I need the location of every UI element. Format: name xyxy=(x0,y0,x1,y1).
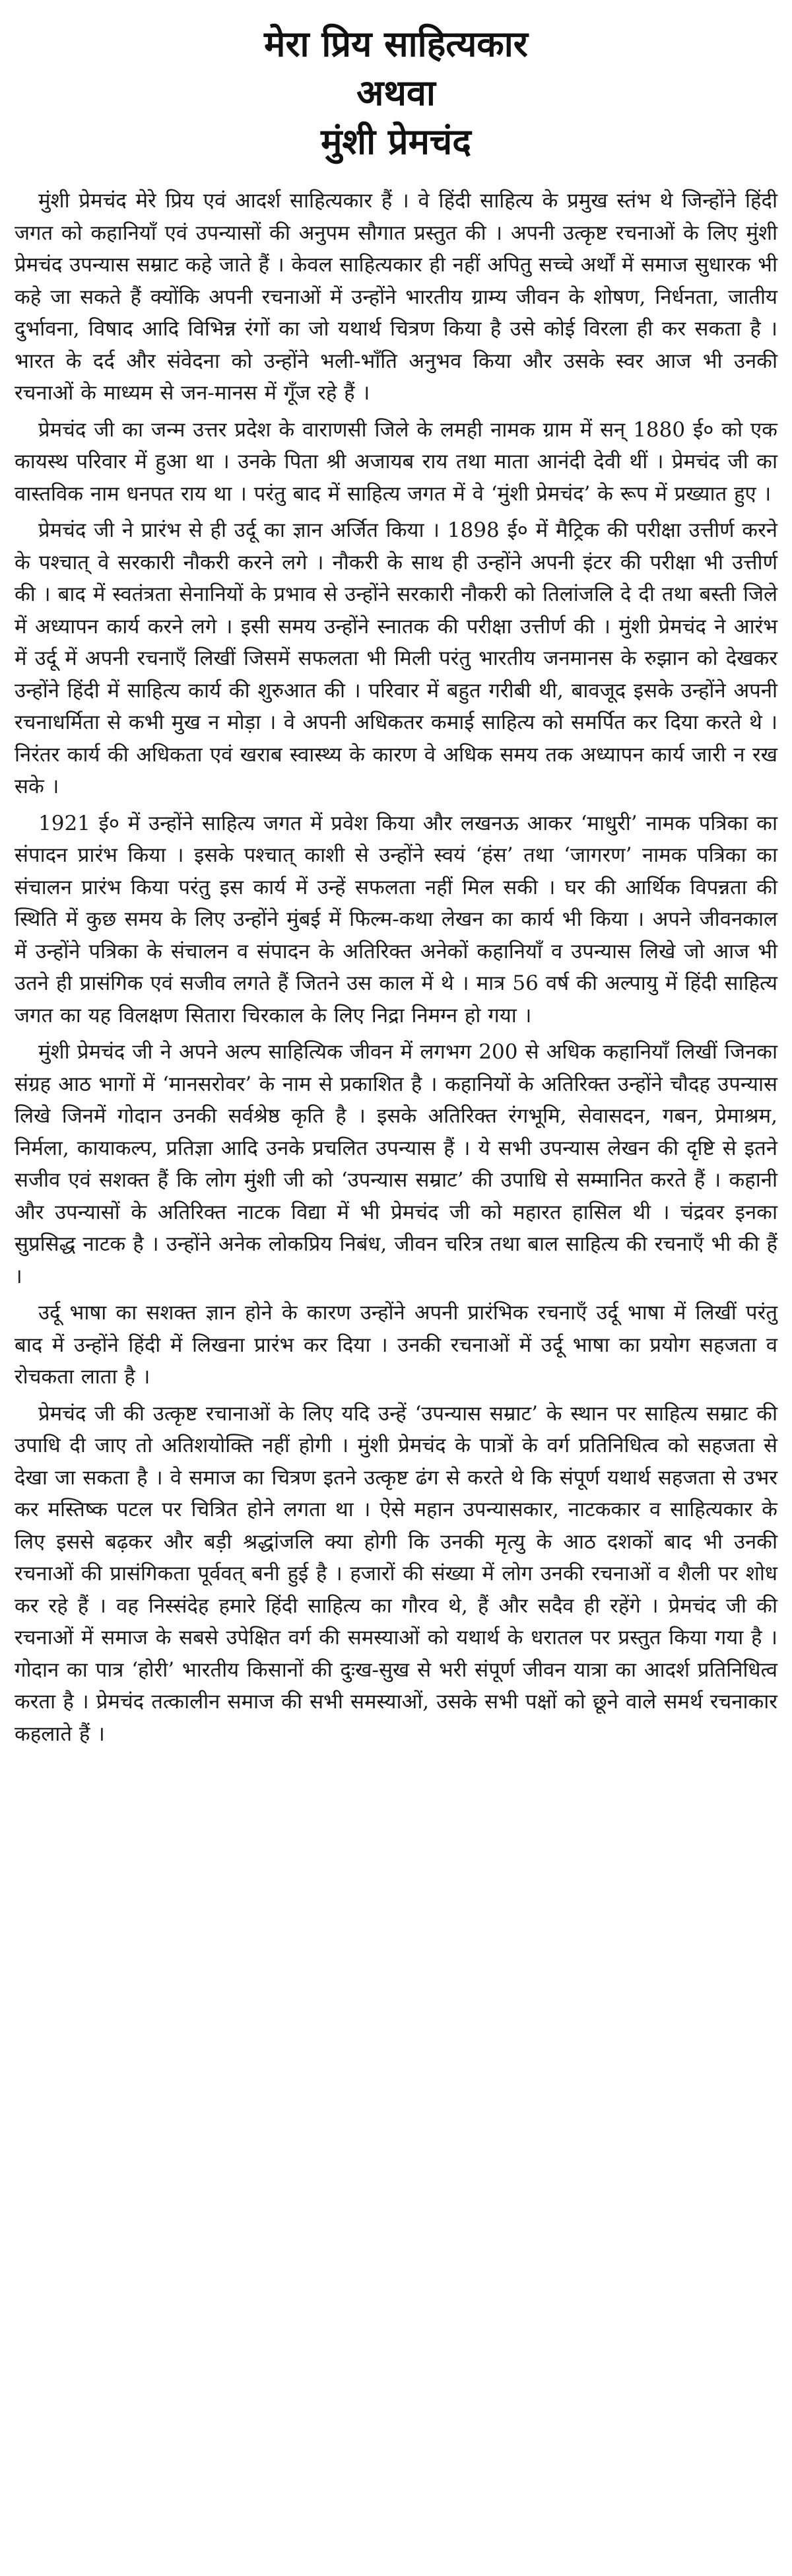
essay-body xyxy=(15,185,777,1750)
title-line-3: मुंशी प्रेमचंद xyxy=(321,121,471,162)
paragraph-education: प्रेमचंद जी ने प्रारंभ से ही उर्दू का ज्ञान अर्जित किया । 1898 ई० में मैट्रिक की परीक्षा उत्तीर्ण करने के पश्चात् वे सरकारी नौकरी करने लगे । नौकरी के साथ ही उन्होंने अपनी इंटर की परीक्षा भी उत्तीर्ण की । बाद में स्वतंत्रता सेनानियों के प्रभाव से उन्होंने सरकारी नौकरी को तिलांजलि दे दी तथा बस्ती जिले में अध्यापन कार्य करने लगे । इसी समय उन्होंने स्नातक की परीक्षा उत्तीर्ण की । मुंशी प्रेमचंद ने आरंभ में उर्दू में अपनी रचनाएँ लिखीं जिसमें सफलता भी मिली परंतु भारतीय जनमानस के रुझान को देखकर उन्होंने हिंदी में साहित्य कार्य की शुरुआत की । परिवार में बहुत गरीबी थी, बावजूद इसके उन्होंने अपनी रचनाधर्मिता से कभी मुख न मोड़ा । वे अपनी अधिकतर कमाई साहित्य को समर्पित कर दिया करते थे । निरंतर कार्य की अधिकता एवं खराब स्वास्थ्य के कारण वे अधिक समय तक अध्यापन कार्य जारी न रख सके । xyxy=(15,518,777,798)
title-line-2: अथवा xyxy=(356,72,436,114)
essay-title xyxy=(15,20,777,166)
paragraph-works: मुंशी प्रेमचंद जी ने अपने अल्प साहित्यिक जीवन में लगभग 200 से अधिक कहानियाँ लिखीं जिनका संग्रह आठ भागों में ‘मानसरोवर’ के नाम से प्रकाशित है । कहानियों के अतिरिक्त उन्होंने चौदह उपन्यास लिखे जिनमें गोदान उनकी सर्वश्रेष्ठ कृति है । इसके अतिरिक्त रंगभूमि, सेवासदन, गबन, प्रेमाश्रम, निर्मला, कायाकल्प, प्रतिज्ञा आदि उनके प्रचलित उपन्यास हैं । ये सभी उपन्यास लेखन की दृष्टि से इतने सजीव एवं सशक्त हैं कि लोग मुंशी जी को ‘उपन्यास सम्राट’ की उपाधि से सम्मानित करते हैं । कहानी और उपन्यासों के अतिरिक्त नाटक विद्या में भी प्रेमचंद जी को महारत हासिल थी । चंद्रवर इनका सुप्रसिद्ध नाटक है । उन्होंने अनेक लोकप्रिय निबंध, जीवन चरित्र तथा बाल साहित्य की रचनाएँ भी की हैं । xyxy=(15,1040,777,1288)
paragraph-conclusion: प्रेमचंद जी की उत्कृष्ट रचानाओं के लिए यदि उन्हें ‘उपन्यास सम्राट’ के स्थान पर साहित्य सम्राट की उपाधि दी जाए तो अतिशयोक्ति नहीं होगी । मुंशी प्रेमचंद के पात्रों के वर्ग प्रतिनिधित्व को सहजता से देखा जा सकता है । वे समाज का चित्रण इतने उत्कृष्ट ढंग से करते थे कि संपूर्ण यथार्थ सहजता से उभर कर मस्तिष्क पटल पर चित्रित होने लगता था । ऐसे महान उपन्यासकार, नाटककार व साहित्यकार के लिए इससे बढ़कर और बड़ी श्रद्धांजलि क्या होगी कि उनकी मृत्यु के आठ दशकों बाद भी उनकी रचनाओं की प्रासंगिकता पूर्ववत् बनी हुई है । हजारों की संख्या में लोग उनकी रचनाओं व शैली पर शोध कर रहे हैं । वह निस्संदेह हमारे हिंदी साहित्य का गौरव थे, हैं और सदैव ही रहेंगे । प्रेमचंद जी की रचनाओं में समाज के सबसे उपेक्षित वर्ग की समस्याओं को यथार्थ के धरातल पर प्रस्तुत किया गया है । गोदान का पात्र ‘होरी’ भारतीय किसानों की दुःख-सुख से भरी संपूर्ण जीवन यात्रा का आदर्श प्रतिनिधित्व करता है । प्रेमचंद तत्कालीन समाज की सभी समस्याओं, उसके सभी पक्षों को छूने वाले समर्थ रचनाकार कहलाते हैं । xyxy=(15,1401,777,1746)
paragraph-intro: मुंशी प्रेमचंद मेरे प्रिय एवं आदर्श साहित्यकार हैं । वे हिंदी साहित्य के प्रमुख स्तंभ थे जिन्होंने हिंदी जगत को कहानियाँ एवं उपन्यासों की अनुपम सौगात प्रस्तुत की । अपनी उत्कृष्ट रचनाओं के लिए मुंशी प्रेमचंद उपन्यास सम्राट कहे जाते हैं । केवल साहित्यकार ही नहीं अपितु सच्चे अर्थों में समाज सुधारक भी कहे जा सकते हैं क्योंकि अपनी रचनाओं में उन्होंने भारतीय ग्राम्य जीवन के शोषण, निर्धनता, जातीय दुर्भावना, विषाद आदि विभिन्न रंगों का जो यथार्थ चित्रण किया है उसे कोई विरला ही कर सकता है । भारत के दर्द और संवेदना को उन्होंने भली-भाँति अनुभव किया और उसके स्वर आज भी उनकी रचनाओं के माध्यम से जन-मानस में गूँज रहे हैं । xyxy=(15,189,777,405)
paragraph-language: उर्दू भाषा का सशक्त ज्ञान होने के कारण उन्होंने अपनी प्रारंभिक रचनाएँ उर्दू भाषा में लिखीं परंतु बाद में उन्होंने हिंदी में लिखना प्रारंभ कर दिया । उनकी रचनाओं में उर्दू भाषा का प्रयोग सहजता व रोचकता लाता है । xyxy=(15,1301,777,1389)
paragraph-literary-career: 1921 ई० में उन्होंने साहित्य जगत में प्रवेश किया और लखनऊ आकर ‘माधुरी’ नामक पत्रिका का संपादन प्रारंभ किया । इसके पश्चात् काशी से उन्होंने स्वयं ‘हंस’ तथा ‘जागरण’ नामक पत्रिका का संचालन प्रारंभ किया परंतु इस कार्य में उन्हें सफलता नहीं मिल सकी । घर की आर्थिक विपन्नता की स्थिति में कुछ समय के लिए उन्होंने मुंबई में फिल्म-कथा लेखन का कार्य भी किया । अपने जीवनकाल में उन्होंने पत्रिका के संचालन व संपादन के अतिरिक्त अनेकों कहानियाँ व उपन्यास लिखे जो आज भी उतने ही प्रासंगिक एवं सजीव लगते हैं जितने उस काल में थे । मात्र 56 वर्ष की अल्पायु में हिंदी साहित्य जगत का यह विलक्षण सितारा चिरकाल के लिए निद्रा निमग्न हो गया । xyxy=(15,811,777,1027)
title-line-1: मेरा प्रिय साहित्यकार xyxy=(264,23,528,65)
paragraph-birth: प्रेमचंद जी का जन्म उत्तर प्रदेश के वाराणसी जिले के लमही नामक ग्राम में सन् 1880 ई० को एक कायस्थ परिवार में हुआ था । उनके पिता श्री अजायब राय तथा माता आनंदी देवी थीं । प्रेमचंद जी का वास्तविक नाम धनपत राय था । परंतु बाद में साहित्य जगत में वे ‘मुंशी प्रेमचंद’ के रूप में प्रख्यात हुए । xyxy=(15,417,777,506)
